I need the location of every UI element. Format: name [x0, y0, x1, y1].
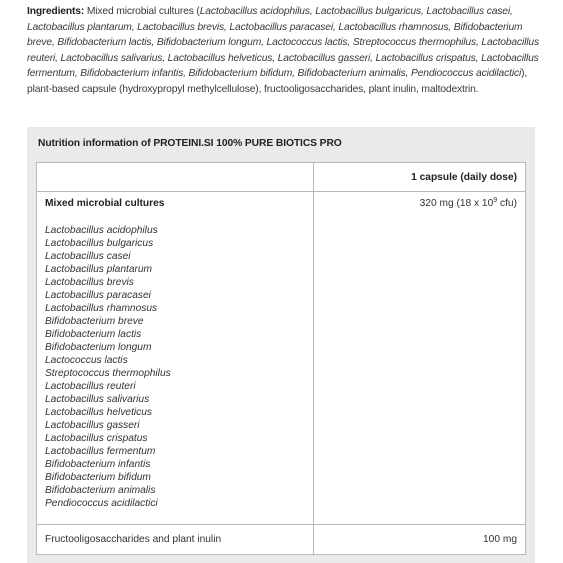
table-header-row: [37, 163, 526, 192]
strain-item: Streptococcus thermophilus: [45, 368, 171, 379]
table-row-fos: [37, 525, 526, 555]
strain-item: Lactococcus lactis: [45, 355, 128, 366]
strain-item: Bifidobacterium breve: [45, 316, 144, 327]
strain-item: Lactobacillus plantarum: [45, 264, 153, 275]
strain-item: Lactobacillus fermentum: [45, 446, 156, 457]
strain-item: Lactobacillus brevis: [45, 277, 134, 288]
strain-item: Bifidobacterium longum: [45, 342, 152, 353]
nutrition-table: [36, 162, 526, 555]
strain-item: Bifidobacterium lactis: [45, 329, 142, 340]
nutrition-panel: [27, 127, 535, 563]
strain-item: Pendiococcus acidilactici: [45, 498, 158, 509]
strain-item: Lactobacillus reuteri: [45, 381, 136, 392]
header-empty-cell: [37, 163, 314, 192]
strain-item: Bifidobacterium animalis: [45, 485, 156, 496]
strain-item: Lactobacillus bulgaricus: [45, 238, 154, 249]
strain-item: Lactobacillus acidophilus: [45, 225, 158, 236]
strain-item: Lactobacillus salivarius: [45, 394, 150, 405]
mixed-cultures-cell: [37, 192, 314, 525]
strain-item: Lactobacillus crispatus: [45, 433, 148, 444]
mixed-cultures-label: Mixed microbial cultures: [45, 198, 165, 209]
ingredients-suffix: ), plant-based capsule (hydroxypropyl methylcellulose), fructooligosaccharides, plant inulin, maltodextrin.: [27, 68, 528, 95]
nutrition-title: Nutrition information of PROTEINI.SI 100% PURE BIOTICS PRO: [38, 138, 342, 149]
ingredients-cultures: Lactobacillus acidophilus, Lactobacillus bulgaricus, Lactobacillus casei, Lactobacillus plantarum, Lactobacillus brevis, Lactobacillus paracasei, Lactobacillus rhamnosus, Bifidobacterium breve, Bifidobacterium lactis, Bifidobacterium longum, Lactococcus lactis, Streptococcus thermophilus, Lactobacillus reuteri, Lactobacillus salivarius, Lactobacillus helveticus, Lactobacillus gasseri, Lactobacillus crispatus, Lactobacillus fermentum, Bifidobacterium infantis, Bifidobacterium bifidum, Bifidobacterium animalis, Pendiococcus acidilactici: [27, 6, 539, 79]
strain-item: Lactobacillus rhamnosus: [45, 303, 158, 314]
ingredients-paragraph: [27, 4, 542, 97]
strain-item: Lactobacillus gasseri: [45, 420, 140, 431]
exponent: 9: [493, 197, 498, 204]
table-row-mixed-cultures: [37, 192, 526, 525]
strain-list: [45, 224, 305, 510]
strain-item: Lactobacillus paracasei: [45, 290, 151, 301]
dose-header: 1 capsule (daily dose): [314, 163, 526, 192]
strain-item: Lactobacillus casei: [45, 251, 131, 262]
ingredients-label: Ingredients:: [27, 6, 85, 17]
strain-item: Bifidobacterium bifidum: [45, 472, 151, 483]
ingredients-prefix: Mixed microbial cultures (: [84, 6, 200, 17]
mixed-cultures-value: 320 mg (18 x $10^9$ cfu): [314, 192, 526, 525]
strain-item: Lactobacillus helveticus: [45, 407, 153, 418]
fos-label: Fructooligosaccharides and plant inulin: [37, 525, 314, 555]
fos-value: 100 mg: [314, 525, 526, 555]
strain-item: Bifidobacterium infantis: [45, 459, 151, 470]
